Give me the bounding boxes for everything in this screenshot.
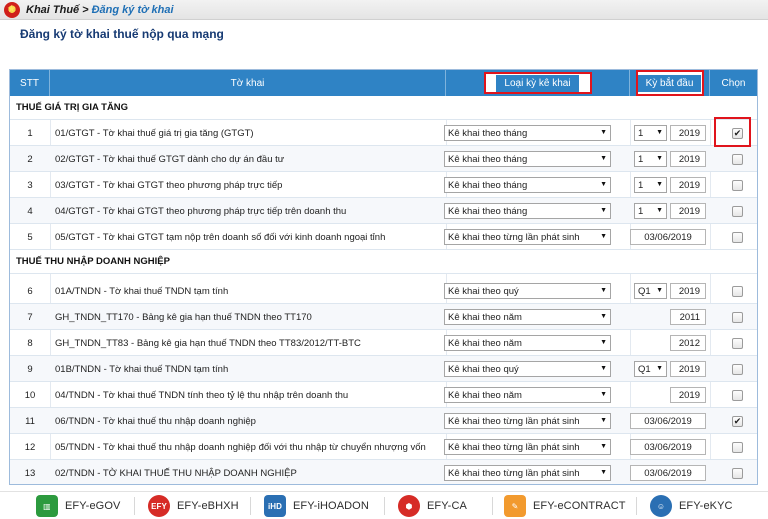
row-name: 01B/TNDN - Tờ khai thuế TNDN tạm tính	[55, 363, 229, 375]
period-select[interactable]	[444, 361, 611, 377]
table-row	[10, 224, 757, 250]
row-stt: 9	[27, 363, 33, 375]
period-value: Kê khai theo tháng	[448, 205, 528, 217]
chevron-down-icon: ▼	[600, 443, 607, 450]
period-value: Kê khai theo từng lần phát sinh	[448, 467, 580, 479]
quarter-select[interactable]	[634, 283, 667, 299]
brand-econtract[interactable]	[504, 492, 626, 519]
chevron-down-icon: ▼	[656, 155, 663, 162]
table-row	[10, 434, 757, 460]
month-select[interactable]	[634, 151, 667, 167]
period-value: Kê khai theo năm	[448, 311, 522, 323]
row-name: 02/GTGT - Tờ khai thuế GTGT dành cho dự án đầu tư	[55, 153, 285, 165]
row-stt: 8	[27, 337, 33, 349]
chevron-down-icon: ▼	[656, 207, 663, 214]
divider	[636, 497, 637, 515]
chevron-down-icon: ▼	[656, 365, 663, 372]
row-stt: 5	[27, 231, 33, 243]
row-name: 02/TNDN - TỜ KHAI THUẾ THU NHẬP DOANH NGHIỆP	[55, 467, 297, 479]
ca-icon: ⬢	[398, 495, 420, 517]
row-name: GH_TNDN_TT170 - Bảng kê gia hạn thuế TNDN theo TT170	[55, 311, 312, 323]
period-select[interactable]	[444, 413, 611, 429]
row-name: 05/GTGT - Tờ khai GTGT tạm nộp trên doanh số đối với kinh doanh ngoại tỉnh	[55, 231, 386, 243]
header-type: Loại kỳ kê khai	[496, 75, 578, 92]
brand-label: EFY-eKYC	[679, 500, 733, 512]
date-input[interactable]: 03/06/2019	[630, 229, 706, 245]
table-row	[10, 198, 757, 224]
period-select[interactable]	[444, 335, 611, 351]
period-select[interactable]	[444, 439, 611, 455]
section-gtgt: THUẾ GIÁ TRỊ GIA TĂNG	[10, 96, 757, 120]
year-input[interactable]: 2019	[670, 125, 706, 141]
select-checkbox[interactable]	[732, 468, 743, 479]
chevron-down-icon: ▼	[600, 391, 607, 398]
row-stt: 10	[24, 389, 36, 401]
row-stt: 6	[27, 285, 33, 297]
brand-ihoadon[interactable]	[264, 492, 369, 519]
period-value: Kê khai theo từng lần phát sinh	[448, 441, 580, 453]
row-stt: 11	[25, 415, 35, 427]
header-type-cell	[446, 70, 630, 96]
month-select[interactable]	[634, 203, 667, 219]
breadcrumb-current[interactable]: Đăng ký tờ khai	[91, 3, 174, 16]
period-select[interactable]	[444, 229, 611, 245]
chevron-down-icon: ▼	[600, 155, 607, 162]
year-input[interactable]: 2019	[670, 387, 706, 403]
row-name: 03/GTGT - Tờ khai GTGT theo phương pháp trực tiếp	[55, 179, 283, 191]
table-header	[10, 70, 757, 96]
select-checkbox[interactable]	[732, 232, 743, 243]
brand-ebhxh[interactable]	[148, 492, 239, 519]
year-input[interactable]: 2012	[670, 335, 706, 351]
brand-egov[interactable]	[36, 492, 120, 519]
table-row	[10, 120, 757, 146]
table-row	[10, 146, 757, 172]
breadcrumb-root[interactable]: Khai Thuế	[26, 3, 80, 16]
table-row	[10, 330, 757, 356]
quarter-value: Q1	[638, 363, 651, 375]
period-value: Kê khai theo quý	[448, 363, 519, 375]
row-name: 05/TNDN - Tờ khai thuế thu nhập doanh nghiệp đối với thu nhập từ chuyển nhượng vốn	[55, 441, 426, 453]
header-start: Kỳ bắt đầu	[638, 75, 702, 92]
year-input[interactable]: 2019	[670, 177, 706, 193]
declaration-table	[9, 69, 758, 485]
chevron-down-icon: ▼	[656, 129, 663, 136]
month-value: 1	[638, 205, 644, 217]
row-name: 01A/TNDN - Tờ khai thuế TNDN tạm tính	[55, 285, 229, 297]
year-input[interactable]: 2019	[670, 151, 706, 167]
header-type-highlight	[484, 72, 592, 94]
checkbox-highlight	[714, 117, 751, 147]
row-name: 04/GTGT - Tờ khai GTGT theo phương pháp trực tiếp trên doanh thu	[55, 205, 347, 217]
chevron-down-icon: ▼	[600, 207, 607, 214]
select-checkbox[interactable]: ✔	[733, 416, 742, 426]
period-value: Kê khai theo tháng	[448, 153, 528, 165]
brand-label: EFY-iHOADON	[293, 500, 369, 512]
month-value: 1	[638, 127, 644, 139]
row-stt: 12	[24, 441, 36, 453]
period-value: Kê khai theo tháng	[448, 127, 528, 139]
row-stt: 7	[27, 311, 33, 323]
table-row	[10, 304, 757, 330]
emblem-icon	[4, 2, 20, 18]
row-stt: 2	[27, 153, 33, 165]
row-name: 06/TNDN - Tờ khai thuế thu nhập doanh nghiệp	[55, 415, 256, 427]
page-title: Đăng ký tờ khai thuế nộp qua mạng	[20, 27, 224, 41]
chevron-down-icon: ▼	[600, 339, 607, 346]
ihoadon-icon: iHD	[264, 495, 286, 517]
table-row	[10, 460, 757, 485]
brand-ca[interactable]	[398, 492, 467, 519]
month-select[interactable]	[634, 125, 667, 141]
period-select[interactable]	[444, 309, 611, 325]
divider	[250, 497, 251, 515]
section-tndn: THUẾ THU NHẬP DOANH NGHIỆP	[10, 250, 757, 274]
chevron-down-icon: ▼	[600, 469, 607, 476]
period-value: Kê khai theo từng lần phát sinh	[448, 415, 580, 427]
period-select[interactable]	[444, 283, 611, 299]
select-checkbox[interactable]	[732, 364, 743, 375]
header-stt: STT	[10, 70, 50, 96]
period-select[interactable]	[444, 387, 611, 403]
header-choose: Chọn	[721, 77, 746, 89]
chevron-down-icon: ▼	[600, 287, 607, 294]
header-start-highlight	[636, 70, 704, 96]
breadcrumb-bar	[0, 0, 768, 20]
month-value: 1	[638, 179, 644, 191]
breadcrumb-separator: >	[82, 3, 89, 16]
ebhxh-icon: EFY	[148, 495, 170, 517]
select-checkbox[interactable]	[732, 206, 743, 217]
row-stt: 13	[24, 467, 36, 479]
footer-brands	[0, 491, 768, 519]
chevron-down-icon: ▼	[600, 417, 607, 424]
period-value: Kê khai theo từng lần phát sinh	[448, 231, 580, 243]
date-input[interactable]: 03/06/2019	[630, 413, 706, 429]
period-select[interactable]	[444, 203, 611, 219]
period-value: Kê khai theo quý	[448, 285, 519, 297]
divider	[134, 497, 135, 515]
chevron-down-icon: ▼	[600, 129, 607, 136]
period-value: Kê khai theo năm	[448, 337, 522, 349]
date-input[interactable]: 03/06/2019	[630, 439, 706, 455]
brand-label: EFY-CA	[427, 500, 467, 512]
table-row	[10, 408, 757, 434]
quarter-value: Q1	[638, 285, 651, 297]
row-stt: 1	[27, 127, 33, 139]
quarter-select[interactable]	[634, 361, 667, 377]
select-checkbox[interactable]	[732, 338, 743, 349]
divider	[384, 497, 385, 515]
select-checkbox[interactable]	[732, 390, 743, 401]
year-input[interactable]: 2019	[670, 283, 706, 299]
brand-label: EFY-eGOV	[65, 500, 121, 512]
chevron-down-icon: ▼	[656, 181, 663, 188]
chevron-down-icon: ▼	[600, 181, 607, 188]
date-input[interactable]: 03/06/2019	[630, 465, 706, 481]
period-value: Kê khai theo tháng	[448, 179, 528, 191]
chevron-down-icon: ▼	[600, 365, 607, 372]
select-checkbox[interactable]	[732, 180, 743, 191]
row-name: 01/GTGT - Tờ khai thuế giá trị gia tăng (GTGT)	[55, 127, 254, 139]
brand-label: EFY-eBHXH	[177, 500, 239, 512]
table-row	[10, 278, 757, 304]
period-select[interactable]	[444, 177, 611, 193]
year-input[interactable]: 2019	[670, 361, 706, 377]
row-name: GH_TNDN_TT83 - Bảng kê gia hạn thuế TNDN theo TT83/2012/TT-BTC	[55, 337, 361, 349]
header-start-cell	[630, 70, 710, 96]
econtract-icon: ✎	[504, 495, 526, 517]
ekyc-icon: ☺	[650, 495, 672, 517]
select-checkbox[interactable]	[732, 442, 743, 453]
month-value: 1	[638, 153, 644, 165]
chevron-down-icon: ▼	[656, 287, 663, 294]
month-select[interactable]	[634, 177, 667, 193]
row-stt: 4	[27, 205, 33, 217]
table-row	[10, 356, 757, 382]
period-select[interactable]	[444, 125, 611, 141]
table-row	[10, 172, 757, 198]
period-select[interactable]	[444, 465, 611, 481]
row-stt: 3	[27, 179, 33, 191]
row-name: 04/TNDN - Tờ khai thuế TNDN tính theo tỷ lệ thu nhập trên doanh thu	[55, 389, 349, 401]
header-name: Tờ khai	[50, 70, 446, 96]
chevron-down-icon: ▼	[600, 233, 607, 240]
table-row	[10, 382, 757, 408]
select-checkbox[interactable]: ✔	[733, 128, 742, 138]
divider	[492, 497, 493, 515]
chevron-down-icon: ▼	[600, 313, 607, 320]
brand-ekyc[interactable]	[650, 492, 733, 519]
year-input[interactable]: 2019	[670, 203, 706, 219]
select-checkbox[interactable]	[732, 154, 743, 165]
period-value: Kê khai theo năm	[448, 389, 522, 401]
select-checkbox[interactable]	[732, 312, 743, 323]
brand-label: EFY-eCONTRACT	[533, 500, 626, 512]
select-checkbox[interactable]	[732, 286, 743, 297]
egov-icon: ▥	[36, 495, 58, 517]
year-input[interactable]: 2011	[670, 309, 706, 325]
period-select[interactable]	[444, 151, 611, 167]
